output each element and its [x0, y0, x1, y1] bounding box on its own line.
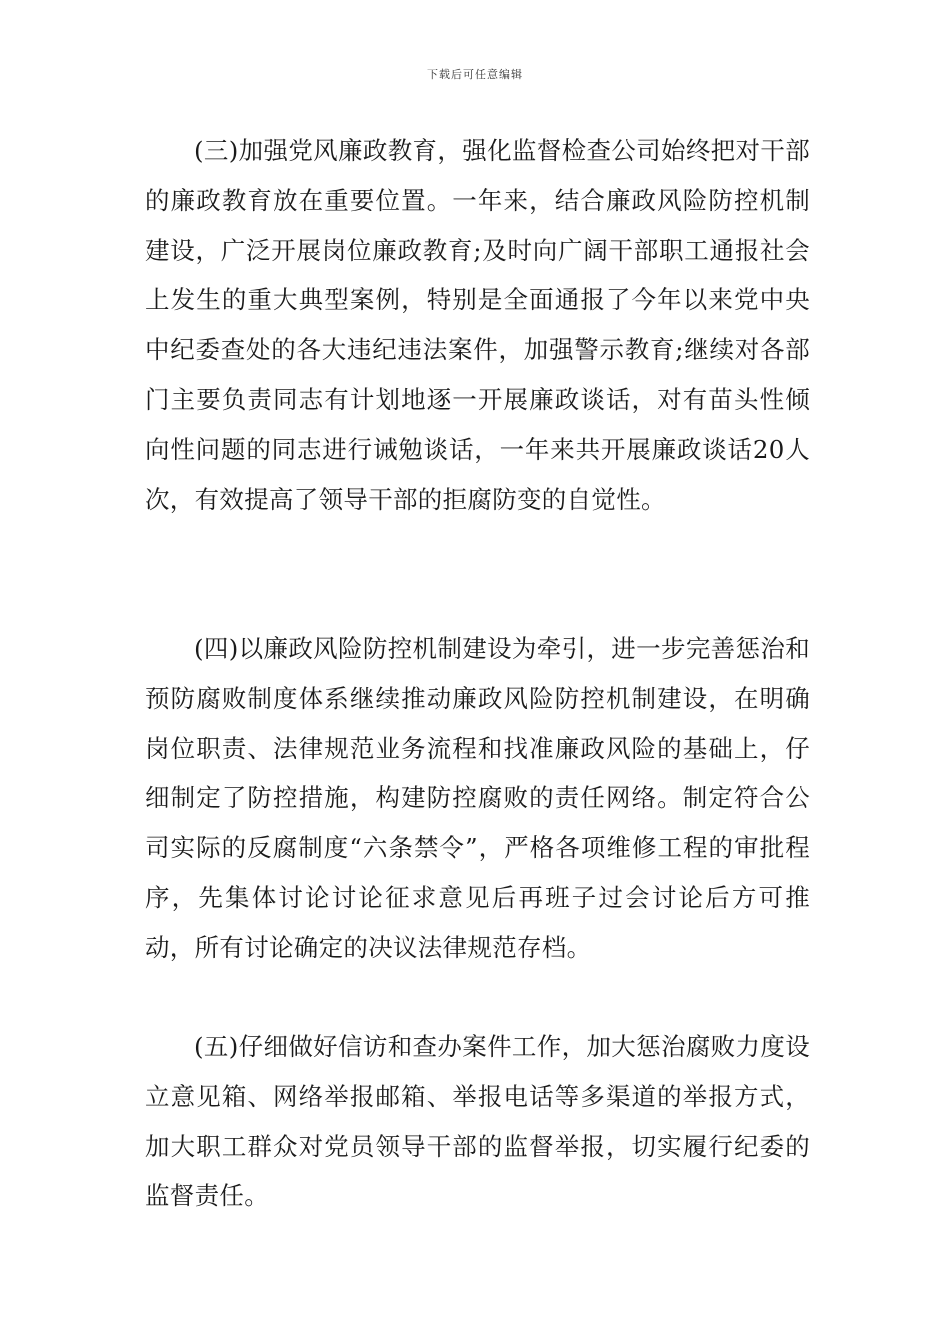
- header-note: 下载后可任意编辑: [427, 68, 523, 81]
- paragraph-section-4: (四)以廉政风险防控机制建设为牵引，进一步完善惩治和预防腐败制度体系继续推动廉政风险防控机制建设，在明确岗位职责、法律规范业务流程和找准廉政风险的基础上，仔细制定了防控措施，构建防控腐败的责任网络。制定符合公司实际的反腐制度“六条禁令”，严格各项维修工程的审批程序，先集体讨论讨论征求意见后再班子过会讨论后方可推动，所有讨论确定的决议法律规范存档。: [145, 634, 810, 962]
- paragraph-section-5: (五)仔细做好信访和查办案件工作，加大惩治腐败力度设立意见箱、网络举报邮箱、举报电话等多渠道的举报方式，加大职工群众对党员领导干部的监督举报，切实履行纪委的监督责任。: [145, 1032, 810, 1211]
- paragraph-section-3: (三)加强党风廉政教育，强化监督检查公司始终把对干部的廉政教育放在重要位置。一年来，结合廉政风险防控机制建设，广泛开展岗位廉政教育;及时向广阔干部职工通报社会上发生的重大典型案例，特别是全面通报了今年以来党中央中纪委查处的各大违纪违法案件，加强警示教育;继续对各部门主要负责同志有计划地逐一开展廉政谈话，对有苗头性倾向性问题的同志进行诫勉谈话，一年来共开展廉政谈话20人次，有效提高了领导干部的拒腐防变的自觉性。: [145, 136, 810, 514]
